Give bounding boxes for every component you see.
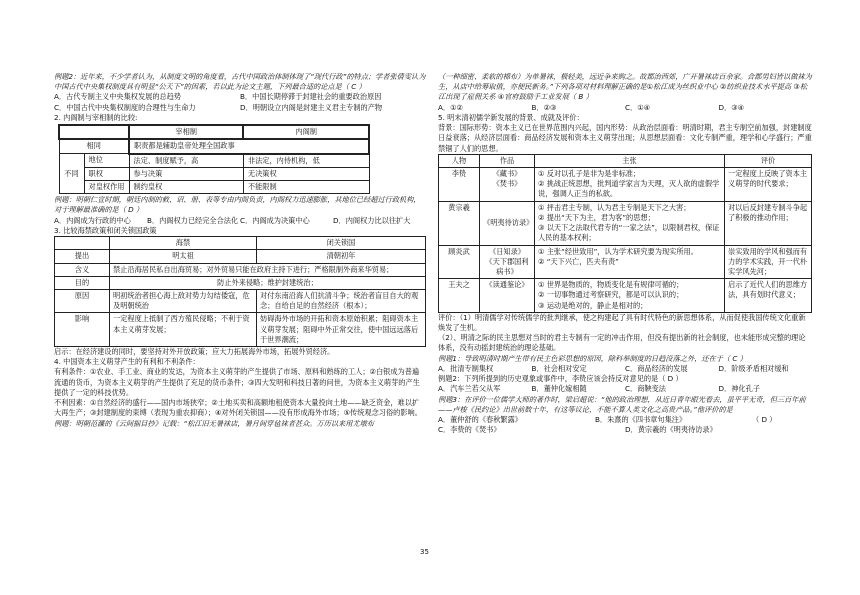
example-2-right-question: 例题2：下列所提到的历史观象或事件中，李贽应该会持反对意见的是（ D ）	[438, 374, 683, 384]
option-b: B．董仲化嫁相随	[531, 384, 587, 394]
works: 《明夷待访录》	[480, 201, 535, 245]
example-1-question: 例题1：导致明清时期产生带有民主色彩思想的原因，除科举制度的日趋没落之外，还在于（ C ）	[438, 353, 747, 363]
option-a: A．批清专制集权	[438, 363, 494, 373]
songjiang-options	[438, 103, 812, 113]
left-column	[54, 72, 426, 429]
option-c: C．内阁成为决策中心	[240, 215, 310, 225]
section-5-heading: 5. 明末清初儒学新发展的背景、成就及评价：	[438, 112, 584, 122]
cabinet-vs-chancellor-table	[58, 124, 370, 194]
section-4-heading: 4. 中国资本主义萌芽产生的有利和不利条件：	[54, 357, 200, 367]
merged-cell: 防止外来侵略；维护封建统治；	[110, 276, 426, 289]
diff-chancellor: 制约皇权	[129, 180, 243, 193]
person: 黄宗羲	[439, 201, 480, 245]
option-b: B．中国长期停滞于封建社会的重要政治原因	[240, 92, 382, 102]
evaluation-1: 评价：（1）明清儒学对传统儒学的批判继承，使之构建起了具有时代特色的新思想体系，从而促使我国传统文化重新焕发了生机。	[438, 312, 806, 333]
person: 顾炎武	[439, 245, 480, 279]
background: 背景：国际形势：资本主义已在世界范围内兴起，国内形势：从政治层面看：明清时期，君主专制空前加强，封建制度日益衰落；从经济层面看：商品经济发展和资本主义萌芽出现；从思想层面看：文化专制严重，理学和心学盛行；严重禁锢了人们的思想。	[438, 123, 812, 153]
works: 《读通鉴论》	[480, 279, 535, 313]
example-2-options-1	[54, 92, 426, 102]
option-c: C．商品经济的发展	[625, 363, 688, 373]
example-cabinet-question: 例题：明朝仁宣时期，朝廷内制的敕、诏、册、表等专由内阁负责，内阁权力迅速膨胀，其地位已经超过行政机构，对于理解最准确的是（ D ）	[54, 195, 421, 215]
header-evaluation: 评价	[725, 154, 812, 167]
example-2-question: 例题2：近年来，不少学者认为，从制度文明的角度看，古代中国政治体制体现了“现代行政”的特点；学者张倩雯认为中国古代中央集权制度具有明显“公天下”的因素，若以此为论文主题，下列最合适的论点是（ C ）	[54, 72, 426, 92]
header-chancellor: 宰相制	[129, 125, 243, 139]
example-1-options	[438, 364, 812, 374]
option-c: C．李贽的《焚书》	[438, 425, 501, 435]
row-key: 影响	[55, 313, 110, 347]
option-d: D．③④	[718, 102, 745, 112]
header-works: 作品	[480, 154, 535, 167]
option-c: C．中国古代中央集权制度的合理性与生命力	[54, 102, 196, 112]
option-b: B．②③	[531, 102, 557, 112]
example-songjiang-cont: （一种细密、柔软的棉布）为单暑袜，极轻美，远近争来购之。故郡治西郊，广开暑袜店百余家。合郡男妇皆以做袜为生，从店中给筹取值，亦便民新务。”下列各项对材料理解正确的是①松江成为丝织业中心 ②纺织业技术水平提高 ③松江出现了雇佣关系 ④官府鼓励手工业发展（ B ）	[438, 72, 812, 102]
right-column	[438, 72, 812, 435]
row-key: 含义	[55, 263, 110, 276]
row-key: 提出	[55, 250, 110, 263]
row-key: 目的	[55, 276, 110, 289]
diff-cabinet: 不能限制	[243, 180, 369, 193]
option-a: A．古代专制主义中央集权发展的总趋势	[54, 92, 182, 102]
header-closed-door: 闭关锁国	[257, 237, 426, 250]
evaluation: 启示了近代人们的思维方法，具有划时代意义；	[725, 279, 812, 313]
option-d: D．内阁权力比以往扩大	[333, 215, 411, 225]
unfavorable-factors: 不利因素：①自然经济的盛行——国内市场狭窄；②土地买卖和高额地租使资本大量投向土地——缺乏资金，难以扩大再生产；③封建制度的束缚（表现为重农抑商）；④对外闭关锁国——没有形成海外市场；⑤传统观念习俗的影响。	[54, 398, 422, 418]
proposition: ① 抨击君主专制，认为君主专制是天下之大害； ② 提出“天下为主，君为客”的思想； ③ 以天下之法取代君专的“一家之法”，以限制君权，保证人民的基本权利；	[535, 201, 725, 245]
evaluation-2: （2）、明清之际的民主思想对当时的君主专制有一定的冲击作用，但没有提出新的社会制度，也未能形成完整的理论体系，没有动摇封建统治的理论基础。	[438, 333, 806, 353]
option-a: A．汽车兰若父从军	[438, 384, 501, 394]
header-sea-ban: 海禁	[110, 237, 257, 250]
diff-key: 地位	[84, 154, 129, 168]
example-3-options-1	[438, 415, 812, 425]
option-c: C．①④	[625, 102, 651, 112]
closed-door-cell: 妨碍海外市场的开拓和资本原始积累；阻碍资本主义萌芽发展；阻碍中外正常交往，使中国远远落后于世界潮流；	[257, 313, 426, 347]
page-number: 35	[420, 548, 429, 556]
works: 《日知录》 《天下郡国利病书》	[480, 245, 535, 279]
evaluation: 崇实致用的学风和强而有力的学术实践，开一代朴实学风先河；	[725, 245, 812, 279]
option-d: D．明朝设立内阁是封建主义君主专制的产物	[240, 102, 383, 112]
proposition: ① 世界是物质的，物质变化是有规律可循的； ② 一切事物通过考察研究，都是可以认识的； ③ 运动是绝对的，静止是相对的；	[535, 279, 725, 313]
answer-bracket: （ D ）	[752, 415, 777, 424]
confucian-thinkers-table	[438, 154, 812, 313]
sea-ban-cell: 明太祖	[110, 250, 257, 263]
same-value: 职责都是辅助皇帝处理全国政事	[129, 139, 369, 153]
evaluation: 一定程度上反映了资本主义萌芽的时代要求；	[725, 167, 812, 201]
diff-chancellor: 法定、制度赋予，高	[129, 154, 243, 168]
diff-key: 对皇权作用	[84, 180, 129, 193]
person: 王夫之	[439, 279, 480, 313]
header-proposition: 主张	[535, 154, 725, 167]
option-b: B．社会相对安定	[531, 363, 587, 373]
row-key: 原因	[55, 289, 110, 312]
works: 《藏书》 《焚书》	[480, 167, 535, 201]
option-a: A．内阁成为行政的中心	[54, 215, 131, 225]
person: 李贽	[439, 167, 480, 201]
section-2-heading: 2. 内阁制与宰相制的比较:	[54, 112, 138, 122]
proposition: ① 反对以孔子是非为是非标准； ② 挑战正统思想，批判道学家言为天理，灭人欲的虚假学说，强调人正当的私欲。	[535, 167, 725, 201]
row-label-different: 不同	[59, 154, 84, 194]
option-b: B．内阁权力已经完全合法化	[147, 215, 239, 225]
option-a: A．董仲舒的《春秋繁露》	[438, 415, 522, 424]
option-b: B．朱熹的《四书章句集注》	[595, 415, 687, 424]
closed-door-cell: 对付东南沿海人们抗清斗争；统治者盲目自大的观念；自给自足的自然经济（根本）；	[257, 289, 426, 312]
example-cabinet-options	[54, 216, 426, 226]
favorable-conditions: 有利条件：①农业、手工业、商业的发达，为资本主义萌芽的产生提供了市场、原料和熟练的工人；②白银成为普遍流通的货币，为资本主义萌芽的产生提供了充足的货币条件；③四大发明和科技日著的问世，为资本主义萌芽的产生提供了一定的科技优势。	[54, 367, 420, 397]
header-cabinet: 内阁制	[243, 125, 369, 139]
diff-key: 职权	[84, 167, 129, 180]
option-a: A．①②	[438, 102, 463, 112]
row-label-same: 相同	[59, 139, 129, 153]
merged-cell: 禁止沿海居民私自出海贸易；对外贸易只能在政府主持下进行；严格限制外商来华贸易；	[110, 263, 426, 276]
closed-door-cell: 清朝初年	[257, 250, 426, 263]
example-2-options-2	[54, 103, 426, 113]
header-person: 人物	[439, 154, 480, 167]
sea-ban-cell: 明初统治者担心海上敌对势力勾结倭寇，危及明朝统治	[110, 289, 257, 312]
example-songjiang-start: 例题：明朝范濂的《云间据目抄》记载：“松江旧无暑袜店，暑月间穿毡袜者甚众。万历以来用尤墩布	[54, 418, 374, 428]
diff-cabinet: 无决策权	[243, 167, 369, 180]
example-3-options-2	[438, 425, 812, 435]
option-d: D．黄宗羲的《明夷待访录》	[625, 425, 717, 435]
example-3-question: 例题3：在评价一位儒学大师的著作时，梁启超说：“他的政治理想，从近日青年眼光看去，虽平平无奇，但三百年前——卢梭《民约论》出世前数十年，有这等议论，不能不算人类文化之高贵产品。”他评价的是	[438, 394, 806, 414]
option-c: C．商鞅变法	[625, 384, 666, 394]
evaluation: 对以后反封建专制斗争起了积极的推动作用；	[725, 201, 812, 245]
sea-ban-cell: 一定程度上抵制了西方殖民侵略；不利于资本主义萌芽发展；	[110, 313, 257, 347]
option-d: D．神化孔子	[718, 384, 760, 394]
enlightenment: 启示：在经济建设的同时，要坚持对外开放政策；应大力拓展海外市场，拓展外贸经济。	[54, 347, 335, 357]
example-2-right-options	[438, 384, 812, 394]
option-d: D．阶级矛盾相对缓和	[718, 363, 789, 373]
sea-ban-comparison-table	[54, 236, 426, 347]
diff-cabinet: 非法定，内侍机构，低	[243, 154, 369, 168]
diff-chancellor: 参与决策	[129, 167, 243, 180]
proposition: ① 主张“经世致用”，认为学术研究要为现实所用。 ② “天下兴亡，匹夫有责”	[535, 245, 725, 279]
section-3-heading: 3. 比较海禁政策和闭关锁国政策	[54, 225, 157, 235]
